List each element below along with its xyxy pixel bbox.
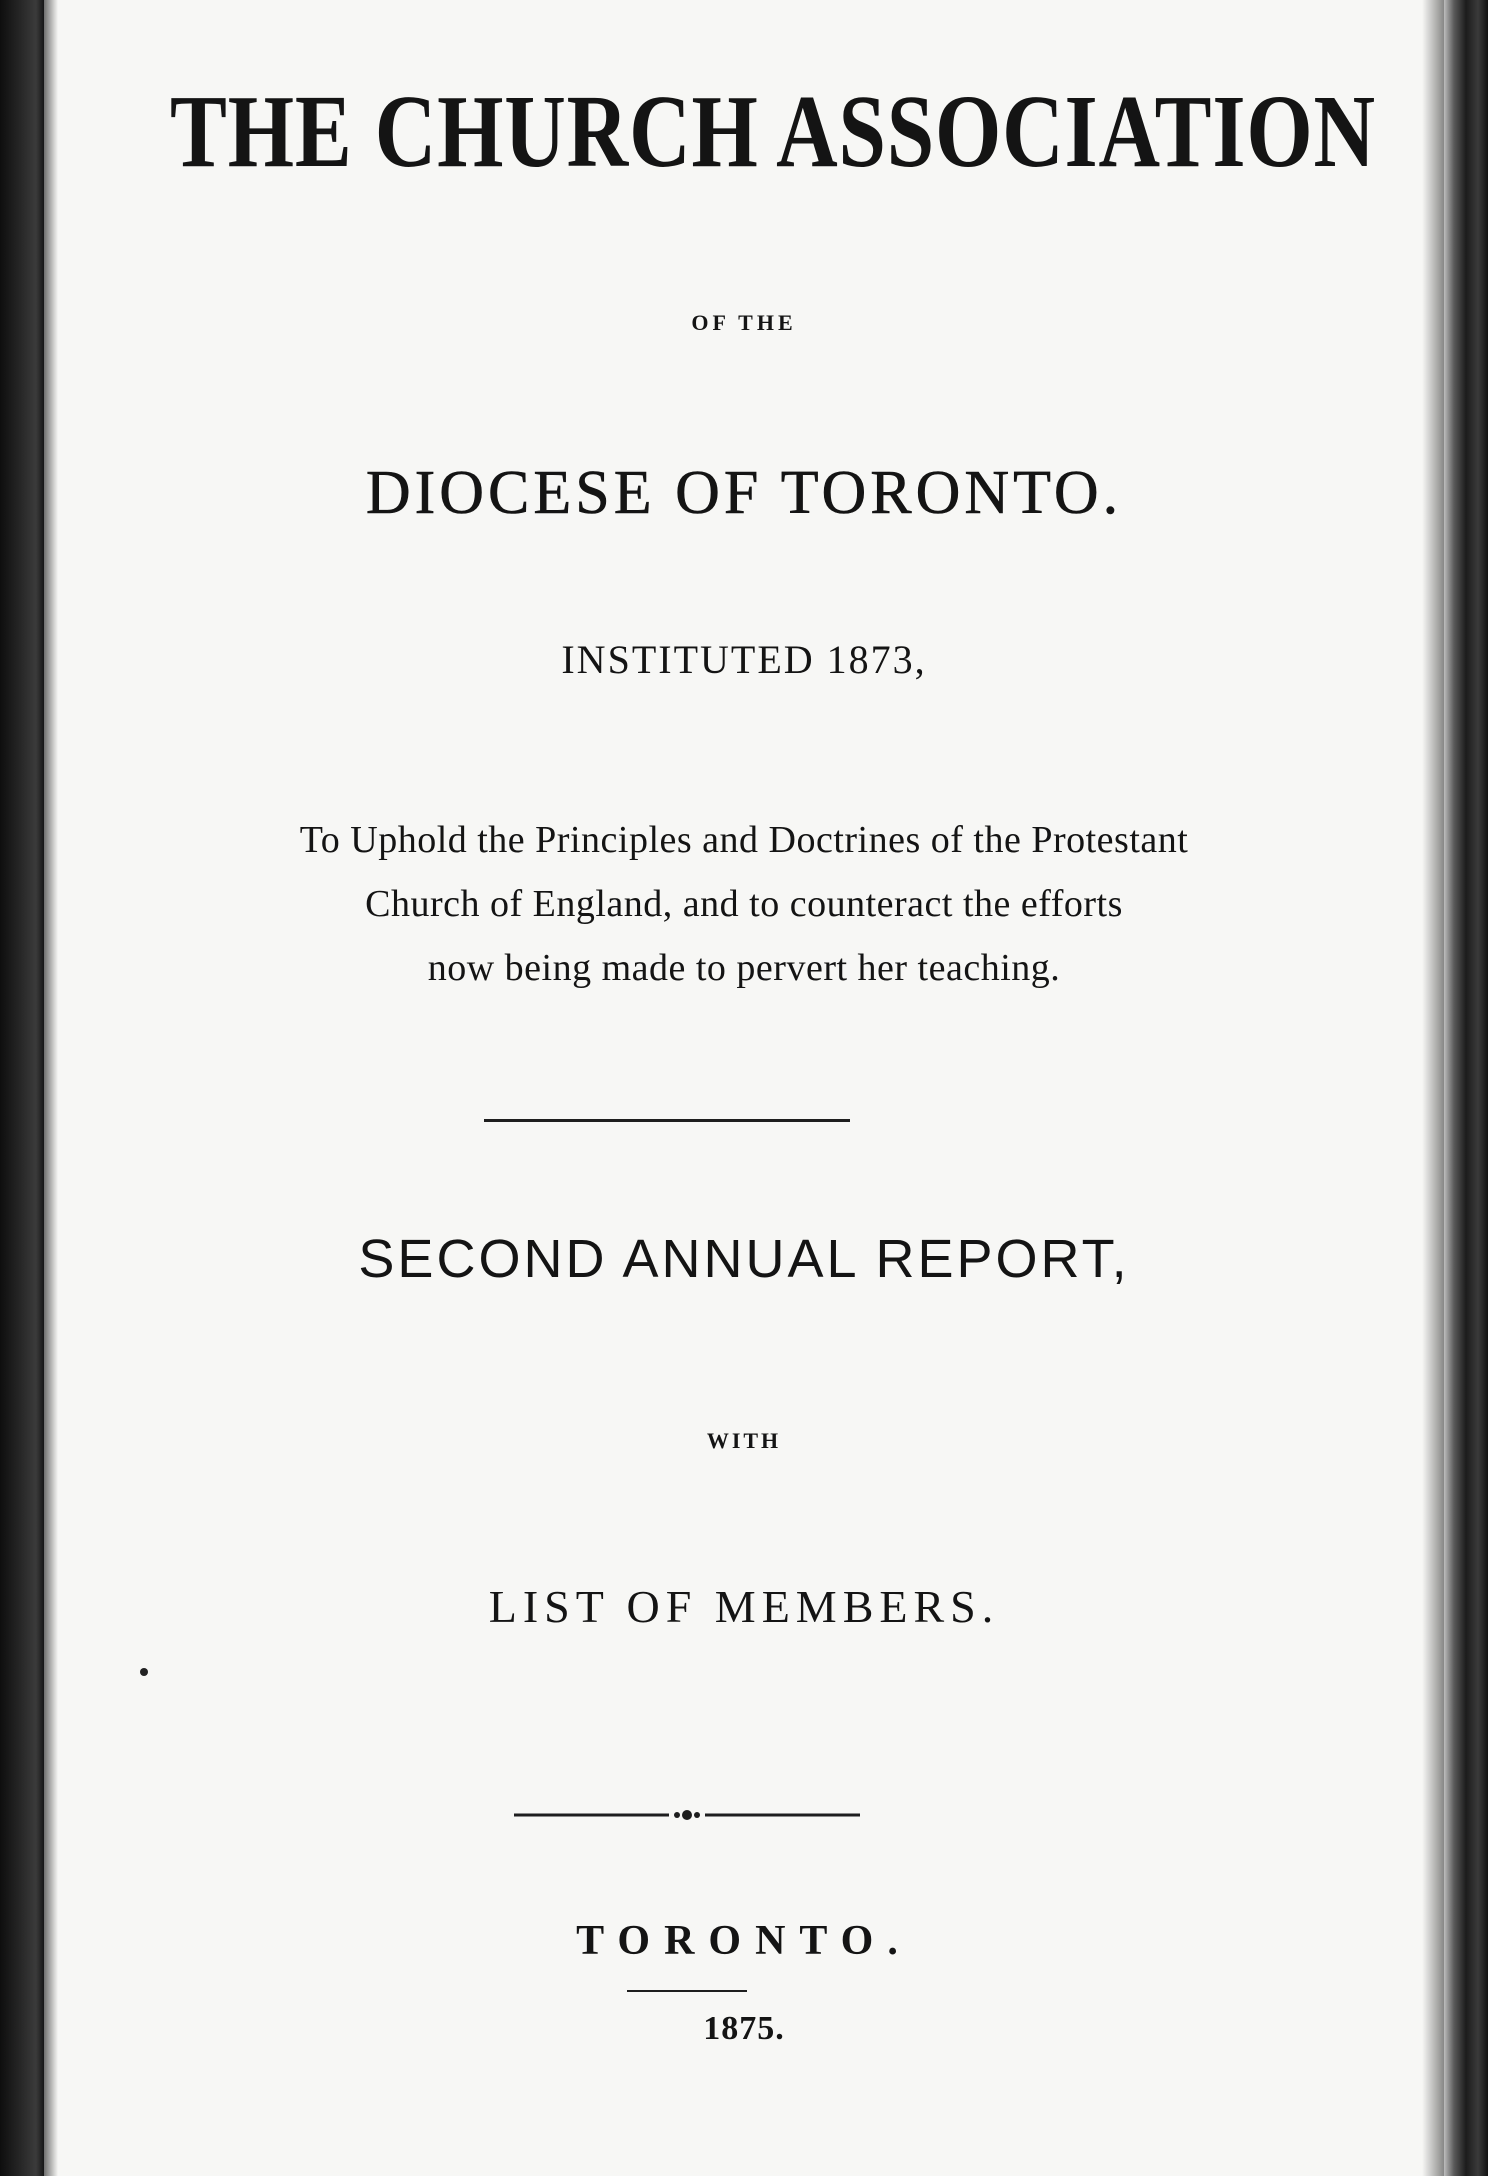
diocese-heading: DIOCESE OF TORONTO. bbox=[365, 459, 1123, 527]
motto-line-3: now being made to pervert her teaching. bbox=[427, 947, 1061, 989]
book-spine-left-edge bbox=[0, 0, 44, 2176]
motto-line-2: Church of England, and to counteract the efforts bbox=[365, 883, 1123, 925]
of-the-text: OF THE bbox=[691, 310, 797, 335]
motto-paragraph bbox=[144, 808, 1344, 1000]
motto-line-1: To Uphold the Principles and Doctrines of the Protestant bbox=[299, 819, 1189, 861]
place-of-publication: TORONTO. bbox=[576, 1918, 912, 1964]
instituted-line: INSTITUTED 1873, bbox=[561, 637, 927, 682]
document-title: THE CHURCH ASSOCIATION bbox=[170, 74, 1376, 189]
title-page bbox=[44, 0, 1444, 2176]
list-of-members-heading: LIST OF MEMBERS. bbox=[488, 1581, 1000, 1632]
book-right-edge bbox=[1444, 0, 1488, 2176]
report-heading: SECOND ANNUAL REPORT, bbox=[358, 1229, 1130, 1289]
ornamental-rule bbox=[514, 1808, 860, 1822]
publication-year: 1875. bbox=[703, 2010, 785, 2047]
with-text: WITH bbox=[706, 1428, 782, 1453]
horizontal-rule bbox=[484, 1119, 850, 1122]
short-rule bbox=[627, 1990, 747, 1992]
ink-speck bbox=[140, 1668, 148, 1676]
